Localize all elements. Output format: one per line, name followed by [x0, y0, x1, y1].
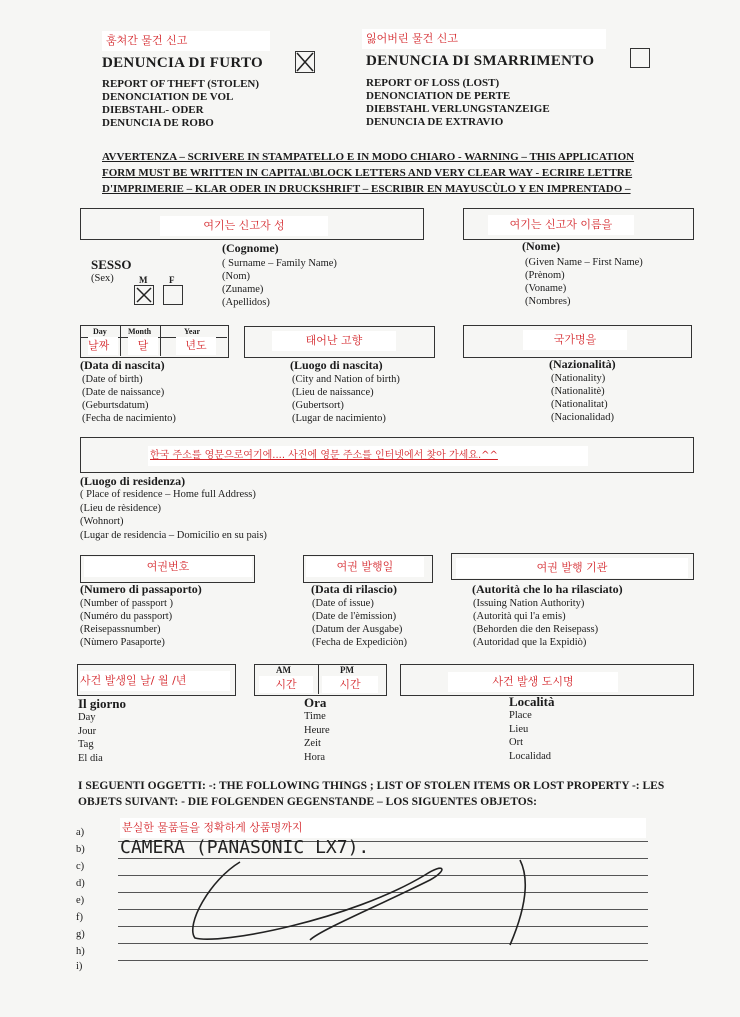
dob-day-head: Day [93, 327, 107, 336]
residence-line: ( Place of residence – Home full Address) [80, 489, 256, 500]
surname-lines [222, 257, 337, 309]
passport-label: (Numero di passaporto) [80, 582, 202, 596]
passport-number-note: 여권번호 [84, 557, 252, 577]
theft-line: DENUNCIA DE ROBO [102, 117, 214, 129]
warning-line: FORM MUST BE WRITTEN IN CAPITAL\BLOCK LETTERS AND VERY CLEAR WAY - ECRIRE LETTRE [102, 167, 633, 179]
residence-line: (Lieu de rèsidence) [80, 502, 162, 514]
surname-line: (Apellidos) [222, 297, 270, 308]
birthplace-lines [292, 373, 400, 425]
day-label: Il giorno [78, 696, 127, 711]
theft-line: REPORT OF THEFT (STOLEN) [102, 78, 260, 90]
issue-date-note: 여권 발행일 [306, 557, 424, 577]
day-line: Jour [78, 725, 97, 737]
item-letter: h) [76, 946, 85, 957]
sex-f-label: F [169, 275, 175, 285]
nationality-line: (Nationalitat) [551, 399, 608, 410]
item-letter: i) [76, 961, 83, 972]
hour-line: Heure [304, 724, 330, 736]
authority-line: (Behorden die den Reisepass) [473, 624, 599, 635]
hour-label: Ora [304, 695, 327, 710]
day-line: Day [78, 712, 96, 723]
day-line: Tag [78, 739, 94, 750]
item-letter: a) [76, 827, 85, 838]
cross-mark-icon [296, 52, 314, 72]
passport-lines [80, 597, 173, 649]
item-letter: b) [76, 844, 85, 855]
place-line: Ort [509, 737, 523, 748]
strike-scribble-icon [180, 850, 580, 950]
issue-lines [312, 597, 407, 649]
dob-line: (Date of birth) [82, 374, 143, 385]
dob-label: (Data di nascita) [80, 358, 165, 372]
items-heading-line: I SEGUENTI OGGETTI: -: THE FOLLOWING THINGS ; LIST OF STOLEN ITEMS OR LOST PROPERTY -: LES [78, 780, 665, 792]
authority-line: (Autoridad que la Expidiò) [473, 637, 587, 648]
item-letter: g) [76, 929, 85, 940]
authority-lines [473, 597, 598, 649]
nationality-line: (Nacionalidad) [551, 412, 614, 423]
theft-lines [102, 78, 259, 130]
authority-line: (Issuing Nation Authority) [473, 598, 585, 609]
residence-lines [80, 488, 267, 542]
item-letter: c) [76, 861, 85, 872]
day-line: El dia [78, 752, 103, 764]
nationality-line: (Nationality) [551, 373, 606, 384]
loss-line: REPORT OF LOSS (LOST) [366, 77, 500, 89]
dob-line: (Geburtsdatum) [82, 400, 149, 411]
issue-line: (Date of issue) [312, 598, 374, 609]
surname-label: (Cognome) [222, 241, 279, 255]
dob-month-note: 달 [128, 337, 158, 355]
hour-line: Zeit [304, 738, 321, 749]
hour-line: Hora [304, 751, 325, 763]
pm-label: PM [340, 665, 354, 675]
surname-line: (Zuname) [222, 284, 264, 295]
given-name-note: 여기는 신고자 이름을 [488, 215, 634, 235]
day-lines [78, 711, 103, 765]
given-line: (Prènom) [525, 270, 565, 281]
items-heading [78, 778, 678, 810]
dob-year-head: Year [184, 327, 200, 336]
incident-day-note: 사건 발생일 날/ 월 /년 [80, 671, 230, 691]
am-note: 시간 [259, 676, 313, 693]
birthplace-line: (Lugar de nacimiento) [292, 413, 386, 424]
theft-line: DENONCIATION DE VOL [102, 91, 234, 103]
pm-note: 시간 [322, 676, 378, 693]
place-line: Place [509, 710, 532, 721]
theft-note: 훔쳐간 물건 신고 [102, 31, 270, 51]
cross-mark-icon [135, 286, 153, 304]
place-line: Lieu [509, 723, 529, 735]
item-b-value: CAMERA (PANASONIC LX7). [120, 837, 370, 858]
theft-title: DENUNCIA DI FURTO [102, 55, 263, 71]
hour-lines [304, 710, 330, 764]
dob-lines [82, 373, 176, 425]
loss-lines [366, 77, 550, 129]
given-label: (Nome) [522, 239, 560, 253]
given-line: (Voname) [525, 283, 567, 294]
surname-line: (Nom) [222, 271, 250, 282]
birthplace-label: (Luogo di nascita) [290, 358, 383, 372]
authority-label: (Autorità che lo ha rilasciato) [472, 582, 623, 596]
birthplace-line: (City and Nation of birth) [292, 374, 400, 385]
birthplace-note: 태어난 고향 [272, 331, 396, 351]
item-letter: d) [76, 878, 85, 889]
item-letter: e) [76, 895, 85, 906]
residence-label: (Luogo di residenza) [80, 474, 186, 488]
surname-note: 여기는 신고자 성 [160, 216, 328, 236]
authority-note: 여권 발행 기관 [456, 558, 688, 578]
passport-line: (Number of passport ) [80, 598, 174, 609]
issue-line: (Fecha de Expediciòn) [312, 637, 408, 648]
loss-title: DENUNCIA DI SMARRIMENTO [366, 53, 595, 69]
issue-label: (Data di rilascio) [311, 582, 397, 596]
warning-text [102, 149, 662, 197]
residence-note: 한국 주소를 영문으로여기에.... 사진에 영문 주소를 인터넷에서 찾아 가세요.^^ [148, 446, 588, 466]
sex-m-label: M [139, 275, 148, 285]
dob-month-head: Month [128, 327, 152, 336]
dob-year-note: 년도 [176, 337, 216, 355]
residence-line: (Wohnort) [80, 516, 124, 527]
item-row[interactable] [76, 960, 656, 976]
loss-line: DENONCIATION DE PERTE [366, 90, 511, 102]
warning-line: AVVERTENZA – SCRIVERE IN STAMPATELLO E IN MODO CHIARO - WARNING – THIS APPLICATION [102, 151, 635, 163]
theft-line: DIEBSTAHL- ODER [102, 104, 204, 116]
birthplace-line: (Gubertsort) [292, 400, 344, 411]
loss-checkbox[interactable] [630, 48, 650, 68]
given-line: (Given Name – First Name) [525, 257, 643, 268]
given-line: (Nombres) [525, 296, 571, 307]
issue-line: (Datum der Ausgabe) [312, 624, 403, 635]
theft-checkbox[interactable] [295, 51, 315, 73]
sex-f-checkbox[interactable] [163, 285, 183, 305]
sex-m-checkbox[interactable] [134, 285, 154, 305]
dob-day-note: 날짜 [88, 337, 118, 355]
place-line: Localidad [509, 750, 551, 762]
am-label: AM [276, 665, 291, 675]
hour-line: Time [304, 711, 326, 722]
city-note: 사건 발생 도시명 [448, 672, 618, 692]
birthplace-line: (Lieu de naissance) [292, 387, 374, 398]
passport-line: (Numéro du passport) [80, 611, 173, 622]
nationality-label: (Nazionalità) [549, 357, 616, 371]
nationality-line: (Nationalitè) [551, 386, 605, 397]
issue-line: (Date de l'èmission) [312, 611, 397, 622]
place-label: Località [509, 694, 555, 709]
surname-line: ( Surname – Family Name) [222, 258, 337, 269]
items-note: 분실한 물품들을 정확하게 상품명까지 [120, 818, 646, 838]
loss-note: 잃어버린 물건 신고 [362, 29, 606, 49]
loss-line: DIEBSTAHL VERLUNGSTANZEIGE [366, 103, 550, 115]
dob-line: (Fecha de nacimiento) [82, 413, 176, 424]
place-lines [509, 709, 551, 763]
nationality-note: 국가명을 [523, 330, 627, 350]
sex-label: SESSO [91, 257, 132, 272]
sex-sub: (Sex) [91, 273, 114, 284]
passport-line: (Reisepassnumber) [80, 624, 161, 635]
given-lines [525, 256, 643, 308]
nationality-lines [551, 372, 614, 424]
authority-line: (Autorità qui l'a emis) [473, 611, 566, 622]
passport-line: (Nùmero Pasaporte) [80, 637, 165, 648]
dob-line: (Date de naissance) [82, 387, 165, 398]
item-letter: f) [76, 912, 83, 923]
items-heading-line: OBJETS SUIVANT: - DIE FOLGENDEN GEGENSTANDE – LOS SIGUENTES OBJETOS: [78, 796, 537, 808]
warning-line: D'IMPRIMERIE – KLAR ODER IN DRUCKSHRIFT – ESCRIBIR EN MAYUSCÙLO Y EN IMPRENTADO – [102, 183, 631, 195]
residence-line: (Lugar de residencia – Domicilio en su pais) [80, 529, 267, 541]
loss-line: DENUNCIA DE EXTRAVIO [366, 116, 504, 128]
